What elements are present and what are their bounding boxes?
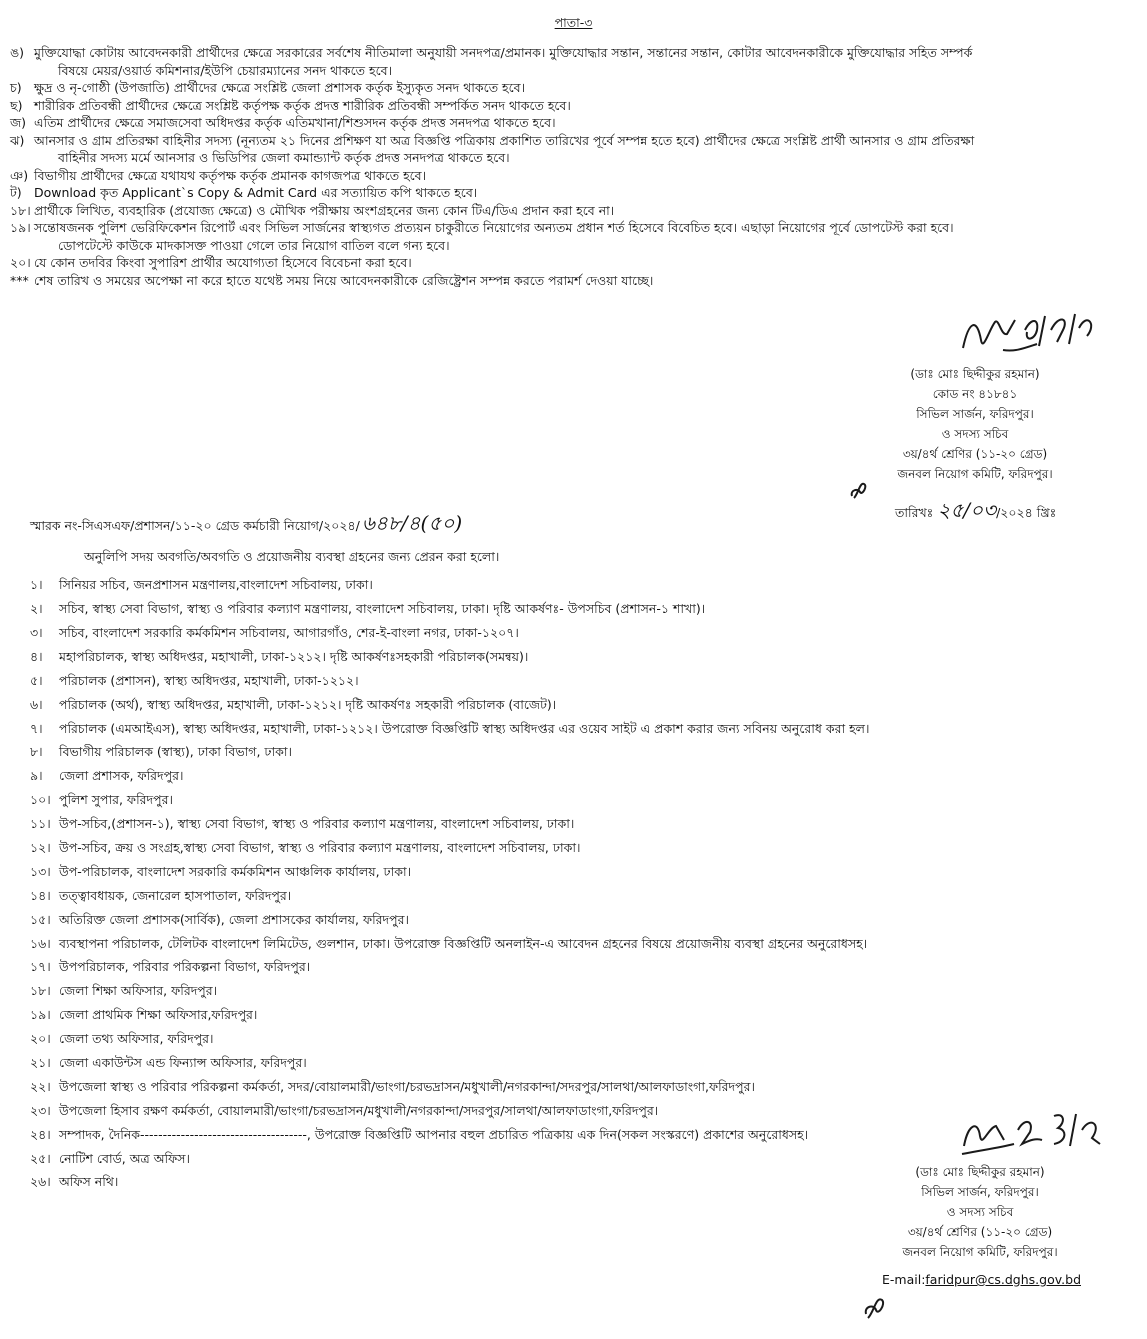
item-number: ১৬। <box>30 935 51 951</box>
item-label: *** <box>10 272 29 288</box>
list-item <box>30 1051 1130 1075</box>
item-text: প্রার্থীকে লিখিত, ব্যবহারিক (প্রযোজ্য ক্ষেত্রে) ও মৌখিক পরীক্ষায় অংশগ্রহনের জন্য কোন টিএ/ডিএ প্রদান করা হবে না। <box>34 202 615 218</box>
item-number: ১৯। <box>30 1007 51 1023</box>
signatory-committee: জনবল নিয়োগ কমিটি, ফরিদপুর। <box>897 467 1053 481</box>
item-text: জেলা প্রাথমিক শিক্ষা অফিসার,ফরিদপুর। <box>59 1007 258 1023</box>
item-text: Download কৃত Applicant`s Copy & Admit Card এর সত্যায়িত কপি থাকতে হবে। <box>34 185 478 200</box>
item-number: ২১। <box>30 1055 51 1070</box>
item-text: তত্ত্বাবধায়ক, জেনারেল হাসপাতাল, ফরিদপুর। <box>59 887 292 903</box>
date-label: তারিখঃ <box>895 505 934 520</box>
item-text-cont: বাহিনীর সদস্য মর্মে আনসার ও ভিডিপির জেলা কমান্ড্যান্ট কর্তৃক প্রদত্ত সনদপত্র থাকতে হবে। <box>58 150 510 165</box>
list-item <box>30 716 1130 740</box>
requirement-item <box>10 167 1130 185</box>
signatory-role: ও সদস্য সচিব <box>946 1205 1014 1219</box>
list-item <box>30 692 1130 716</box>
item-label: জ) <box>10 115 27 130</box>
item-number: ২৪। <box>30 1126 51 1142</box>
page-number: পাতা-৩ <box>554 15 593 30</box>
signature-block-2 <box>855 1162 1105 1262</box>
item-text: জেলা তথ্য অফিসার, ফরিদপুর। <box>59 1031 214 1047</box>
initial-mark-1 <box>848 480 870 502</box>
item-text: বিভাগীয় প্রার্থীদের ক্ষেত্রে যথাযথ কর্তৃপক্ষ কর্তৃক প্রমানক কাগজপত্র থাকতে হবে। <box>34 167 427 183</box>
list-item <box>30 860 1130 884</box>
item-text: সন্তোষজনক পুলিশ ভেরিফিকেশন রিপোর্ট এবং সিভিল সার্জনের স্বাস্থ্যগত প্রত্যয়ন চাকুরীতে নিয়োগের অন্যতম প্রধান শর্ত হিসেবে বিবেচিত হবে। এছাড়া নিয়োগের পূর্বে ডোপটেস্ট করা হবে। <box>34 220 954 235</box>
item-number: ৮। <box>30 744 43 760</box>
item-text: অফিস নথি। <box>59 1174 119 1190</box>
list-item <box>30 1075 1130 1099</box>
list-item <box>30 812 1130 836</box>
list-item <box>30 979 1130 1003</box>
item-text: শেষ তারিখ ও সময়ের অপেক্ষা না করে হাতে যথেষ্ট সময় নিয়ে আবেদনকারীকে রেজিষ্ট্রেশন সম্পন্ন করতে পরামর্শ দেওয়া যাচ্ছে। <box>34 272 654 288</box>
item-number: ২৫। <box>30 1150 51 1166</box>
requirement-item <box>10 219 1130 254</box>
list-item <box>30 884 1130 908</box>
item-label: ১৮। <box>10 202 31 218</box>
item-number: ২৩। <box>30 1102 51 1118</box>
requirement-item <box>10 79 1130 97</box>
item-label: ঝ) <box>10 132 25 148</box>
signatory-role: ও সদস্য সচিব <box>941 427 1009 441</box>
date-suffix: /২০২৪ খ্রিঃ <box>996 505 1057 520</box>
item-text: উপপরিচালক, পরিবার পরিকল্পনা বিভাগ, ফরিদপুর। <box>59 959 311 975</box>
signatory-grade: ৩য়/৪র্থ শ্রেণির (১১-২০ গ্রেড) <box>902 447 1048 461</box>
item-text: পরিচালক (এমআইএস), স্বাস্থ্য অধিদপ্তর, মহাখালী, ঢাকা-১২১২। উপরোক্ত বিজ্ঞপ্তিটি স্বাস্থ্য অধিদপ্তর এর ওয়েব সাইট এ প্রকাশ করার জন্য সবিনয় অনুরোধ করা হল। <box>59 720 870 736</box>
memo-reference <box>30 511 463 535</box>
item-text: উপ-সচিব,(প্রশাসন-১), স্বাস্থ্য সেবা বিভাগ, স্বাস্থ্য ও পরিবার কল্যাণ মন্ত্রণালয়, বাংলাদেশ সচিবালয়, ঢাকা। <box>59 816 575 832</box>
item-number: ১৮। <box>30 983 51 999</box>
requirement-item <box>10 114 1130 132</box>
signature-block-1 <box>850 364 1100 484</box>
item-number: ১। <box>30 577 43 593</box>
item-text: পরিচালক (অর্থ), স্বাস্থ্য অধিদপ্তর, মহাখালী, ঢাকা-১২১২। দৃষ্টি আকর্ষণঃ সহকারী পরিচালক (বাজেট)। <box>59 696 557 712</box>
item-text: সচিব, স্বাস্থ্য সেবা বিভাগ, স্বাস্থ্য ও পরিবার কল্যাণ মন্ত্রণালয়, বাংলাদেশ সচিবালয়, ঢাকা। দৃষ্টি আকর্ষণঃ- উপসচিব (প্রশাসন-১ শাখা)। <box>59 601 706 617</box>
signature-scribble-1 <box>955 300 1105 370</box>
list-item <box>30 621 1130 645</box>
signatory-grade: ৩য়/৪র্থ শ্রেণির (১১-২০ গ্রেড) <box>907 1225 1053 1239</box>
list-item <box>30 669 1130 693</box>
item-text: নোটিশ বোর্ড, অত্র অফিস। <box>59 1150 190 1166</box>
list-item <box>30 645 1130 669</box>
requirement-item <box>10 44 1130 79</box>
list-item <box>30 931 1130 955</box>
memo-ref-handwritten: ৬৪৮/৪(৫০) <box>361 511 463 535</box>
item-label: ঙ) <box>10 45 25 60</box>
item-text: উপ-পরিচালক, বাংলাদেশ সরকারি কর্মকমিশন আঞ্চলিক কার্যালয়, ঢাকা। <box>59 863 412 879</box>
list-item <box>30 1003 1130 1027</box>
item-label: ১৯। <box>10 220 31 235</box>
list-item <box>30 788 1130 812</box>
requirements-list <box>10 44 1130 289</box>
item-label: চ) <box>10 80 22 95</box>
item-number: ২২। <box>30 1078 51 1094</box>
item-number: ৬। <box>30 696 43 712</box>
signatory-name: (ডাঃ মোঃ ছিদ্দীকুর রহমান) <box>910 367 1040 381</box>
email-label: E-mail: <box>882 1272 926 1287</box>
item-text: সিনিয়র সচিব, জনপ্রশাসন মন্ত্রণালয়,বাংলাদেশ সচিবালয়, ঢাকা। <box>59 577 373 593</box>
item-text: বিভাগীয় পরিচালক (স্বাস্থ্য), ঢাকা বিভাগ, ঢাকা। <box>59 744 292 760</box>
item-text: পুলিশ সুপার, ফরিদপুর। <box>59 792 173 808</box>
email-address[interactable]: faridpur@cs.dghs.gov.bd <box>925 1272 1081 1287</box>
requirement-item <box>10 202 1130 220</box>
date-handwritten: ২৫/০৩ <box>937 498 997 522</box>
initial-mark-2 <box>862 1296 890 1322</box>
item-number: ৫। <box>30 672 43 688</box>
requirement-item <box>10 97 1130 115</box>
list-item <box>30 955 1130 979</box>
contact-email <box>882 1271 1081 1289</box>
item-label: ঞ) <box>10 167 29 183</box>
item-text: ক্ষুদ্র ও নৃ-গোষ্ঠী (উপজাতি) প্রার্থীদের ক্ষেত্রে সংশ্লিষ্ট জেলা প্রশাসক কর্তৃক ইস্যুকৃত সনদ থাকতে হবে। <box>34 80 526 95</box>
list-item <box>30 764 1130 788</box>
requirement-item <box>10 272 1130 290</box>
item-number: ৯। <box>30 768 43 784</box>
item-number: ১৩। <box>30 863 51 879</box>
item-text: এতিম প্রার্থীদের ক্ষেত্রে সমাজসেবা অধিদপ্তর কর্তৃক এতিমখানা/শিশুসদন কর্তৃক প্রদত্ত সনদপত্র থাকতে হবে। <box>34 115 556 130</box>
signatory-code: কোড নং ৪১৮৪১ <box>932 387 1018 401</box>
item-text: আনসার ও গ্রাম প্রতিরক্ষা বাহিনীর সদস্য (নূন্যতম ২১ দিনের প্রশিক্ষণ যা অত্র বিজ্ঞপ্তি পত্রিকায় প্রকাশিত তারিখের পূর্বে সম্পন্ন হতে হবে) প্রার্থীদের ক্ষেত্রে সংশ্লিষ্ট প্রার্থী আনসার ও গ্রাম প্রতিরক্ষা <box>34 132 975 148</box>
item-text: জেলা একাউন্টস এন্ড ফিন্যান্স অফিসার, ফরিদপুর। <box>59 1055 307 1070</box>
item-label: ২০। <box>10 255 31 270</box>
item-text: ব্যবস্থাপনা পরিচালক, টেলিটক বাংলাদেশ লিমিটেড, গুলশান, ঢাকা। উপরোক্ত বিজ্ঞপ্তিটি অনলাইন-এ আবেদন গ্রহনের বিষয়ে প্রয়োজনীয় ব্যবস্থা গ্রহনের অনুরোধসহ। <box>59 935 868 951</box>
signatory-committee: জনবল নিয়োগ কমিটি, ফরিদপুর। <box>902 1245 1058 1259</box>
item-number: ২৬। <box>30 1174 51 1190</box>
requirement-item <box>10 132 1130 167</box>
requirement-item <box>10 184 1130 202</box>
item-number: ১০। <box>30 792 51 808</box>
list-item <box>30 740 1130 764</box>
list-item <box>30 836 1130 860</box>
item-text: মহাপরিচালক, স্বাস্থ্য অধিদপ্তর, মহাখালী, ঢাকা-১২১২। দৃষ্টি আকর্ষণঃসহকারী পরিচালক(সমন্বয়)। <box>59 648 529 664</box>
item-number: ১৭। <box>30 959 51 975</box>
item-text: জেলা প্রশাসক, ফরিদপুর। <box>59 768 184 784</box>
item-text-cont: বিষয়ে মেয়র/ওয়ার্ড কমিশনার/ইউপি চেয়ারম্যানের সনদ থাকতে হবে। <box>58 62 393 78</box>
item-number: ৪। <box>30 648 43 664</box>
item-text: পরিচালক (প্রশাসন), স্বাস্থ্য অধিদপ্তর, মহাখালী, ঢাকা-১২১২। <box>59 672 359 688</box>
item-text: সম্পাদক, দৈনিক-------------------------------------, উপরোক্ত বিজ্ঞপ্তিটি আপনার বহুল প্রচারিত পত্রিকায় এক দিন(সকল সংস্করণে) প্রকাশের অনুরোধসহ। <box>59 1126 809 1142</box>
copy-intro: অনুলিপি সদয় অবগতি/অবগতি ও প্রয়োজনীয় ব্যবস্থা গ্রহনের জন্য প্রেরন করা হলো। <box>84 549 500 564</box>
item-text: উপজেলা হিসাব রক্ষণ কর্মকর্তা, বোয়ালমারী/ভাংগা/চরভদ্রাসন/মধুখালী/নগরকান্দা/সদরপুর/সালথা/আলফাডাংগা,ফরিদপুর। <box>59 1102 659 1118</box>
item-text: সচিব, বাংলাদেশ সরকারি কর্মকমিশন সচিবালয়, আগারগাঁও, শের-ই-বাংলা নগর, ঢাকা-১২০৭। <box>59 624 519 640</box>
item-number: ৭। <box>30 720 43 736</box>
requirement-item <box>10 254 1130 272</box>
item-label: ছ) <box>10 97 23 113</box>
list-item <box>30 1027 1130 1051</box>
list-item <box>30 907 1130 931</box>
memo-date <box>895 498 1057 522</box>
item-number: ১১। <box>30 816 51 832</box>
item-text: শারীরিক প্রতিবন্ধী প্রার্থীদের ক্ষেত্রে সংশ্লিষ্ট কর্তৃপক্ষ কর্তৃক প্রদত্ত শারীরিক প্রতিবন্ধী সম্পর্কিত সনদ থাকতে হবে। <box>34 97 571 113</box>
item-text: যে কোন তদবির কিংবা সুপারিশ প্রার্থীর অযোগ্যতা হিসেবে বিবেচনা করা হবে। <box>34 255 412 270</box>
signatory-title: সিভিল সার্জন, ফরিদপুর। <box>916 407 1034 421</box>
item-text: উপজেলা স্বাস্থ্য ও পরিবার পরিকল্পনা কর্মকর্তা, সদর/বোয়ালমারী/ভাংগা/চরভদ্রাসন/মধুখালী/নগরকান্দা/সদরপুর/সালথা/আলফাডাংগা,ফরিদপুর। <box>59 1078 755 1094</box>
item-number: ২। <box>30 601 43 617</box>
item-number: ১৫। <box>30 911 51 927</box>
item-text: মুক্তিযোদ্ধা কোটায় আবেদনকারী প্রার্থীদের ক্ষেত্রে সরকারের সর্বশেষ নীতিমালা অনুযায়ী সনদপত্র/প্রমানক। মুক্তিযোদ্ধার সন্তান, সন্তানের সন্তান, কোটার আবেদনকারীকে মুক্তিযোদ্ধার সহিত সম্পর্ক <box>34 45 973 60</box>
item-number: ১৪। <box>30 887 51 903</box>
signatory-title: সিভিল সার্জন, ফরিদপুর। <box>921 1185 1039 1199</box>
signatory-name: (ডাঃ মোঃ ছিদ্দীকুর রহমান) <box>915 1165 1045 1179</box>
list-item <box>30 597 1130 621</box>
list-item <box>30 573 1130 597</box>
memo-ref-prefix: স্মারক নং-সিএসএফ/প্রশাসন/১১-২০ গ্রেড কর্মচারী নিয়োগ/২০২৪/ <box>30 518 360 533</box>
item-number: ৩। <box>30 624 43 640</box>
item-text: উপ-সচিব, ক্রয় ও সংগ্রহ,স্বাস্থ্য সেবা বিভাগ, স্বাস্থ্য ও পরিবার কল্যাণ মন্ত্রণালয়, বাংলাদেশ সচিবালয়, ঢাকা। <box>59 839 581 855</box>
item-text: অতিরিক্ত জেলা প্রশাসক(সার্বিক), জেলা প্রশাসকের কার্যালয়, ফরিদপুর। <box>59 911 409 927</box>
item-label: ট) <box>10 185 22 200</box>
item-number: ২০। <box>30 1031 51 1047</box>
item-text-cont: ডোপটেস্টে কাউকে মাদকাসক্ত পাওয়া গেলে তার নিয়োগ বাতিল বলে গন্য হবে। <box>58 237 450 253</box>
item-number: ১২। <box>30 839 51 855</box>
item-text: জেলা শিক্ষা অফিসার, ফরিদপুর। <box>59 983 218 999</box>
signature-scribble-2 <box>958 1100 1108 1170</box>
